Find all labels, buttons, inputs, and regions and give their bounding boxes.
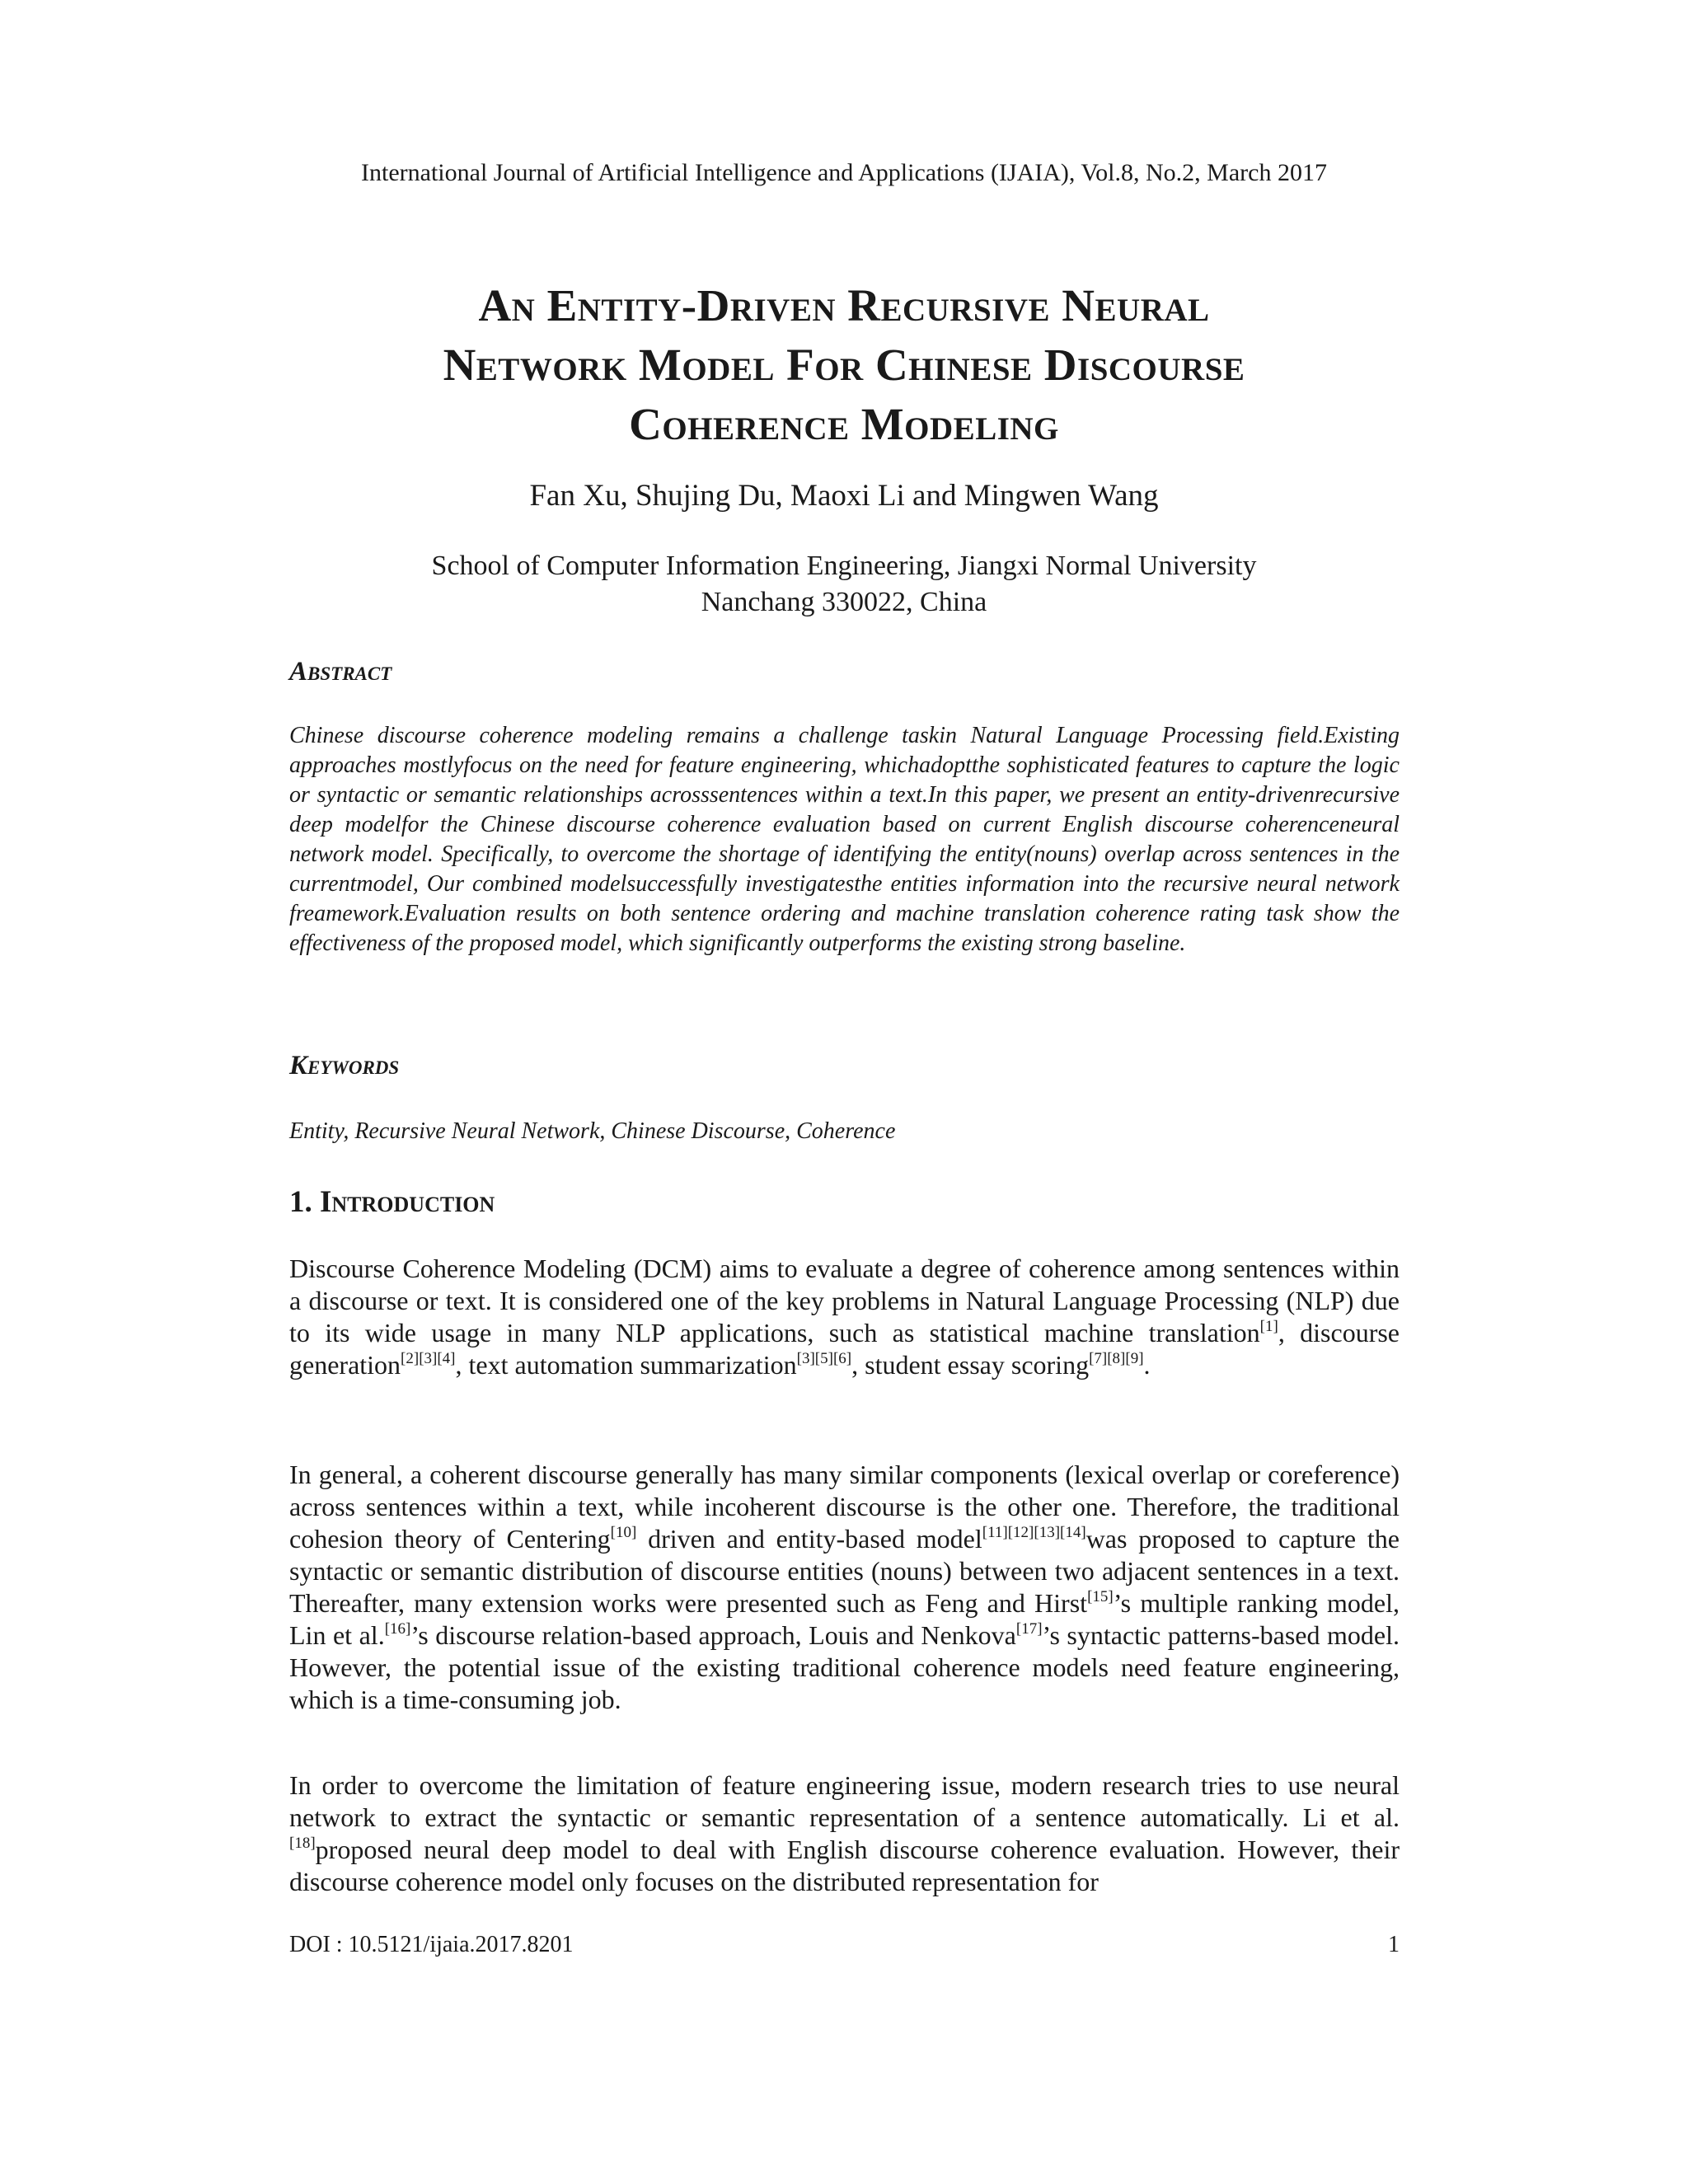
p1-text-1: Discourse Coherence Modeling (DCM) aims to evaluate a degree of coherence among sentences within a discourse or text. It is considered one of the key problems in Natural Language Processing (NLP) due to its wide usage in many NLP applications, such as statistical machine translation — [289, 1254, 1400, 1347]
p1-text-5: . — [1143, 1350, 1151, 1380]
citation: [1] — [1259, 1318, 1278, 1335]
keywords-text: Entity, Recursive Neural Network, Chinese Discourse, Coherence — [289, 1118, 896, 1144]
running-header: International Journal of Artificial Intelligence and Applications (IJAIA), Vol.8, No.2, March 2017 — [361, 159, 1327, 186]
citation: [3][5][6] — [796, 1350, 852, 1367]
p1-text-3: , text automation summarization — [455, 1350, 797, 1380]
affiliation-line-1: School of Computer Information Engineering, Jiangxi Normal University — [431, 551, 1257, 581]
p2-text-6: ’s syntactic patterns-based model. However, the potential issue of the existing traditional coherence models need feature engineering, which is a time-consuming job. — [289, 1620, 1400, 1714]
doi: DOI : 10.5121/ijaia.2017.8201 — [289, 1932, 574, 1957]
authors: Fan Xu, Shujing Du, Maoxi Li and Mingwen Wang — [529, 479, 1159, 513]
p2-text-3: was proposed to capture the syntactic or semantic distribution of discourse entities (nouns) between two adjacent sentences in a text. Thereafter, many extension works were presented such as Feng and Hirst — [289, 1524, 1400, 1618]
citation: [17] — [1015, 1620, 1043, 1638]
affiliation — [0, 548, 1688, 621]
p2-text-2: driven and entity-based model — [636, 1524, 982, 1554]
p1-text-2: , discourse generation — [289, 1318, 1400, 1380]
intro-paragraph-3 — [289, 1769, 1400, 1898]
citation: [11][12][13][14] — [982, 1524, 1086, 1541]
abstract-heading: Abstract — [289, 657, 392, 687]
abstract-text: Chinese discourse coherence modeling remains a challenge taskin Natural Language Processing field.Existing approaches mostlyfocus on the need for feature engineering, whichadoptthe sophisticated features to capture the logic or syntactic or semantic relationships acrosssentences within a text.In this paper, we present an entity-drivenrecursive deep modelfor the Chinese discourse coherence evaluation based on current English discourse coherenceneural network model. Specifically, to overcome the shortage of identifying the entity(nouns) overlap across sentences in the currentmodel, Our combined modelsuccessfully investigatesthe entities information into the recursive neural network freamework.Evaluation results on both sentence ordering and machine translation coherence rating task show the effectiveness of the proposed model, which significantly outperforms the existing strong baseline. — [289, 723, 1400, 956]
citation: [10] — [610, 1524, 637, 1541]
intro-paragraph-1 — [289, 1253, 1400, 1381]
p2-text-1: In general, a coherent discourse generally has many similar components (lexical overlap or coreference) across sentences within a text, while incoherent discourse is the other one. Therefore, the traditional cohesion theory of Centering — [289, 1460, 1400, 1554]
paper-title — [247, 276, 1441, 454]
citation: [7][8][9] — [1089, 1350, 1144, 1367]
p1-text-4: , student essay scoring — [851, 1350, 1090, 1380]
p3-text-2: proposed neural deep model to deal with English discourse coherence evaluation. However, their discourse coherence model only focuses on the distributed representation for — [289, 1835, 1400, 1896]
citation: [2][3][4] — [401, 1350, 456, 1367]
page-number: 1 — [1388, 1932, 1400, 1957]
p3-text-1: In order to overcome the limitation of feature engineering issue, modern research tries to use neural network to extract the syntactic or semantic representation of a sentence automatically. Li et al. — [289, 1770, 1400, 1832]
intro-paragraph-2 — [289, 1459, 1400, 1716]
affiliation-line-2: Nanchang 330022, China — [701, 587, 987, 617]
introduction-heading: 1. Introduction — [289, 1185, 495, 1219]
title-line-3: Coherence Modeling — [629, 399, 1059, 449]
p2-text-5: ’s discourse relation-based approach, Louis and Nenkova — [410, 1620, 1016, 1650]
p2-text-4: ’s multiple ranking model, Lin et al. — [289, 1588, 1400, 1650]
citation: [18] — [289, 1835, 316, 1852]
citation: [15] — [1087, 1588, 1114, 1605]
title-line-2: Network Model For Chinese Discourse — [443, 340, 1245, 390]
title-line-1: An Entity-Driven Recursive Neural — [478, 280, 1210, 330]
citation: [16] — [384, 1620, 411, 1638]
keywords-heading: Keywords — [289, 1051, 400, 1080]
